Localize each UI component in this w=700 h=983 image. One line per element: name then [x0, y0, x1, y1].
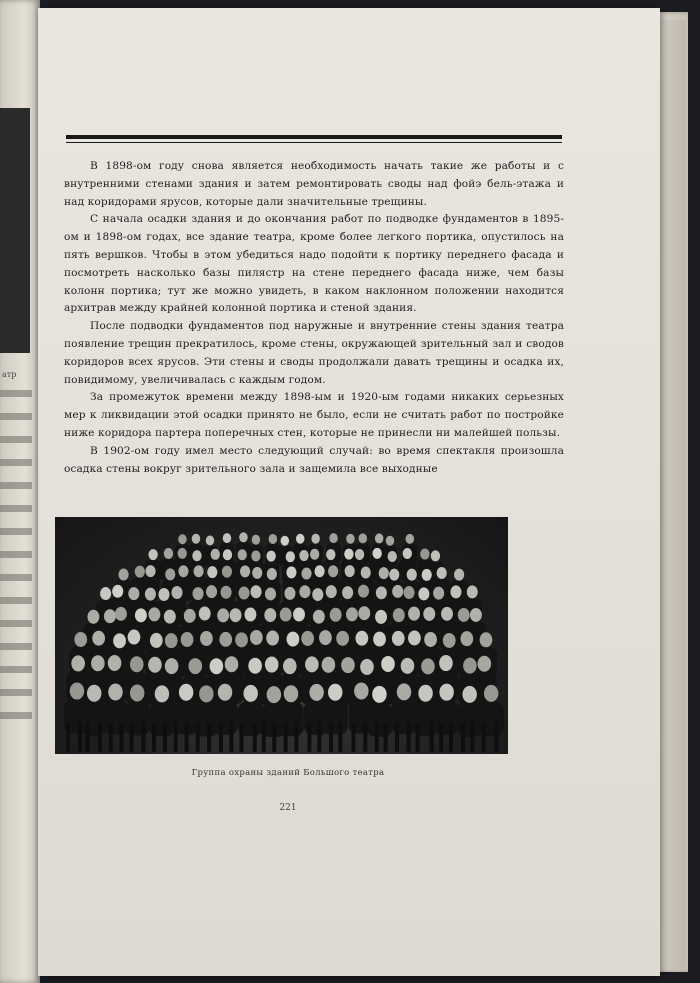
book-page — [38, 8, 660, 976]
paragraph-1: В 1898-ом году снова является необходимость начать такие же работы и с внутренними стенами здания и затем ремонтировать своды над фойэ бель-этажа и над коридорами ярусов, которые дали значительные трещины. — [64, 160, 564, 208]
group-photo — [55, 517, 508, 754]
photo-caption: Группа охраны зданий Большого театра — [191, 768, 385, 778]
body-text — [64, 158, 564, 478]
paragraph-5: В 1902-ом году имел место следующий случай: во время спектакля произошла осадка стены вокруг зрительного зала и защемила все выходные — [64, 444, 564, 475]
page-number: 221 — [279, 803, 297, 813]
header-rule-thick — [66, 135, 562, 139]
previous-page-photo — [0, 108, 30, 353]
previous-page-caption: атр — [2, 370, 17, 379]
previous-page-text — [0, 390, 32, 735]
previous-page-edge — [0, 0, 40, 983]
paragraph-4: За промежуток времени между 1898-ым и 1920-ым годами никаких серьезных мер к ликвидации этой осадки принято не было, если не считать работ по постройке ниже коридора партера поперечных стен, которые не принесли ни малейшей пользы. — [64, 391, 564, 439]
paragraph-3: После подводки фундаментов под наружные и внутренние стены здания театра появление трещин прекратилось, кроме стены, окружающей зрительный зал и сводов коридоров всех ярусов. Эти стены и своды продолжали давать трещины и осадка их, повидимому, увеличивалась с каждым годом. — [64, 320, 564, 386]
paragraph-2: С начала осадки здания и до окончания работ по подводке фундаментов в 1895-ом и 1898-ом годах, все здание театра, кроме более легкого портика, опустилось на пять вершков. Чтобы в этом убедиться надо подойти к портику переднего фасада и посмотреть насколько базы пилястр на стене переднего фасада ниже, чем базы колонн портика; тут же можно увидеть, в каком наклонном положении находится архитрав между крайней колонной портика и стеной здания. — [64, 213, 564, 315]
header-rule-thin — [66, 142, 562, 143]
